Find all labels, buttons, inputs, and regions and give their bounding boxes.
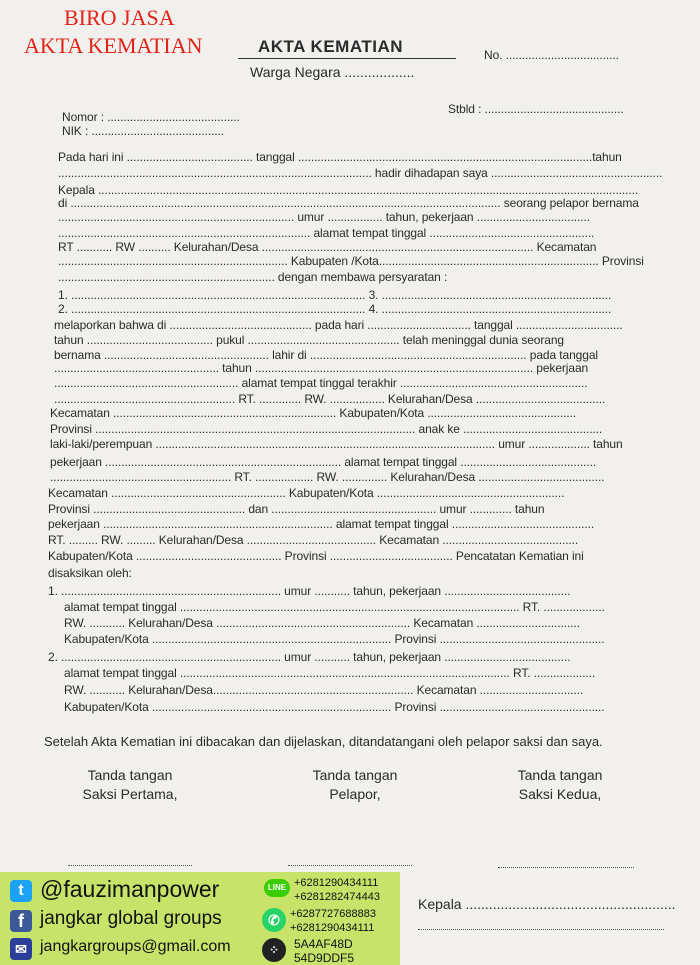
facebook-name: jangkar global groups: [40, 908, 222, 929]
body-line-25: pekerjaan ....................................................................... alamat tempat tinggal ............................................: [48, 517, 595, 531]
email-address: jangkargroups@gmail.com: [40, 938, 231, 955]
signature-label: Tanda tangan: [517, 767, 603, 783]
body-line-15: ................................................... tahun ...................................................................................... pekerjaan: [54, 361, 589, 375]
bbm-pin-2: 54D9DDF5: [294, 951, 355, 965]
body-line-16: ......................................................... alamat tempat tinggal terakhir ..........................................................: [54, 376, 588, 390]
email-icon: ✉: [10, 938, 32, 960]
witness1-line-d: Kabupaten/Kota .......................................................................... Provinsi ...................................................: [64, 632, 605, 646]
nomor-field: Nomor : .........................................: [62, 110, 240, 124]
body-line-13: tahun ....................................... pukul ............................................... telah meninggal dunia seorang: [54, 333, 564, 347]
contact-banner: [0, 872, 400, 965]
nik-field: NIK : .........................................: [62, 124, 224, 138]
body-line-6: .............................................................................. alamat tempat tinggal ...................................................: [58, 226, 595, 240]
signature-witness-first: [70, 766, 190, 804]
signature-line-second: [498, 866, 634, 868]
signature-reporter: [295, 766, 415, 804]
body-line-5: ......................................................................... umur ................. tahun, pekerjaan ...................................: [58, 210, 590, 224]
body-line-23: Kecamatan ...................................................... Kabupaten/Kota ..........................................................: [48, 486, 565, 500]
facebook-icon: f: [10, 910, 32, 932]
document-title: AKTA KEMATIAN: [258, 37, 403, 56]
witness2-line-b: alamat tempat tinggal ...................................................................................................... RT. ...................: [64, 666, 596, 680]
witness1-line-a: 1. .................................................................... umur ........... tahun, pekerjaan .......................................: [48, 584, 571, 598]
signature-role: Saksi Kedua,: [518, 786, 602, 802]
body-line-22: ........................................................ RT. .................. RW. .............. Kelurahan/Desa .......................................: [50, 470, 605, 484]
kepala-signature: Kepala ......................................................: [418, 896, 676, 912]
body-line-4: di ..................................................................................................................................... seorang pelapor bernama: [58, 196, 639, 210]
body-line-26: RT. ......... RW. ......... Kelurahan/Desa ........................................ Kecamatan ..........................................: [48, 533, 579, 547]
body-line-9: ................................................................... dengan membawa persyaratan :: [58, 270, 448, 284]
body-line-11: 2. ........................................................................................... 4. .......................................................................: [58, 302, 612, 316]
twitter-handle: @fauzimanpower: [40, 876, 220, 902]
kepala-second-line: [418, 928, 664, 930]
document-number: No. ...................................: [484, 48, 619, 62]
line-icon: LINE: [264, 879, 290, 897]
body-line-17: ........................................................ RT. ............. RW. ................. Kelurahan/Desa ........................................: [54, 392, 606, 406]
signature-witness-second: [500, 766, 620, 804]
signature-role: Pelapor,: [329, 786, 381, 802]
body-line-21: pekerjaan ......................................................................... alamat tempat tinggal ..........................................: [50, 455, 597, 469]
body-line-7: RT ........... RW .......... Kelurahan/Desa .................................................................................... Kecamatan: [58, 240, 597, 254]
watermark-line2: AKTA KEMATIAN: [24, 33, 203, 58]
body-line-8: ....................................................................... Kabupaten /Kota.................................................................... Provinsi: [58, 254, 644, 268]
body-line-14: bernama ................................................... lahir di ................................................................... pada tanggal: [54, 348, 598, 362]
signature-line-reporter: [288, 864, 412, 866]
body-line-12: melaporkan bahwa di ............................................ pada hari ................................ tanggal .................................: [54, 318, 623, 332]
citizenship-line: Warga Negara ..................: [250, 64, 415, 80]
signature-line-first: [68, 864, 192, 866]
body-line-18: Kecamatan ..................................................................... Kabupaten/Kota ..............................................: [50, 406, 577, 420]
twitter-icon: t: [10, 880, 32, 902]
witness1-line-b: alamat tempat tinggal ......................................................................................................... RT. ...................: [64, 600, 605, 614]
body-line-3: Kepala .......................................................................................................................................................................: [58, 183, 639, 197]
whatsapp-phone-2: +6281290434111: [290, 922, 375, 934]
closing-statement: Setelah Akta Kematian ini dibacakan dan dijelaskan, ditandatangani oleh pelapor saksi dan saya.: [44, 734, 603, 749]
body-line-24: Provinsi ............................................... dan ................................................... umur ............. tahun: [48, 502, 545, 516]
body-line-20: laki-laki/perempuan ......................................................................................................... umur ................... tahun: [50, 437, 623, 451]
bbm-icon: ⁘: [262, 938, 286, 962]
whatsapp-icon: ✆: [262, 908, 286, 932]
body-line-1: Pada hari ini ....................................... tanggal ...........................................................................................tahun: [58, 150, 622, 164]
watermark-line1: BIRO JASA: [64, 5, 175, 30]
line-phone-1: +6281290434111: [294, 877, 379, 889]
bbm-pin-1: 5A4AF48D: [294, 937, 353, 951]
witness2-line-a: 2. .................................................................... umur ........... tahun, pekerjaan .......................................: [48, 650, 571, 664]
witness1-line-c: RW. ........... Kelurahan/Desa ............................................................ Kecamatan ................................: [64, 616, 580, 630]
line-phone-2: +6281282474443: [294, 891, 380, 903]
stbld-field: Stbld : ...........................................: [448, 102, 624, 116]
body-line-19: Provinsi ................................................................................................... anak ke ...........................................: [50, 422, 603, 436]
whatsapp-phone-1: +6287727688883: [290, 908, 376, 920]
signature-role: Saksi Pertama,: [82, 786, 178, 802]
witness2-line-c: RW. ........... Kelurahan/Desa.............................................................. Kecamatan ................................: [64, 683, 584, 697]
body-line-2: ................................................................................................. hadir dihadapan saya .....................................................: [58, 166, 663, 180]
signature-label: Tanda tangan: [312, 767, 398, 783]
body-line-28: disaksikan oleh:: [48, 566, 132, 580]
body-line-27: Kabupaten/Kota ............................................. Provinsi ...................................... Pencatatan Kematian ini: [48, 549, 584, 563]
witness2-line-d: Kabupaten/Kota .......................................................................... Provinsi ...................................................: [64, 700, 605, 714]
title-underline: [238, 58, 456, 59]
body-line-10: 1. ........................................................................................... 3. .......................................................................: [58, 288, 612, 302]
signature-label: Tanda tangan: [87, 767, 173, 783]
